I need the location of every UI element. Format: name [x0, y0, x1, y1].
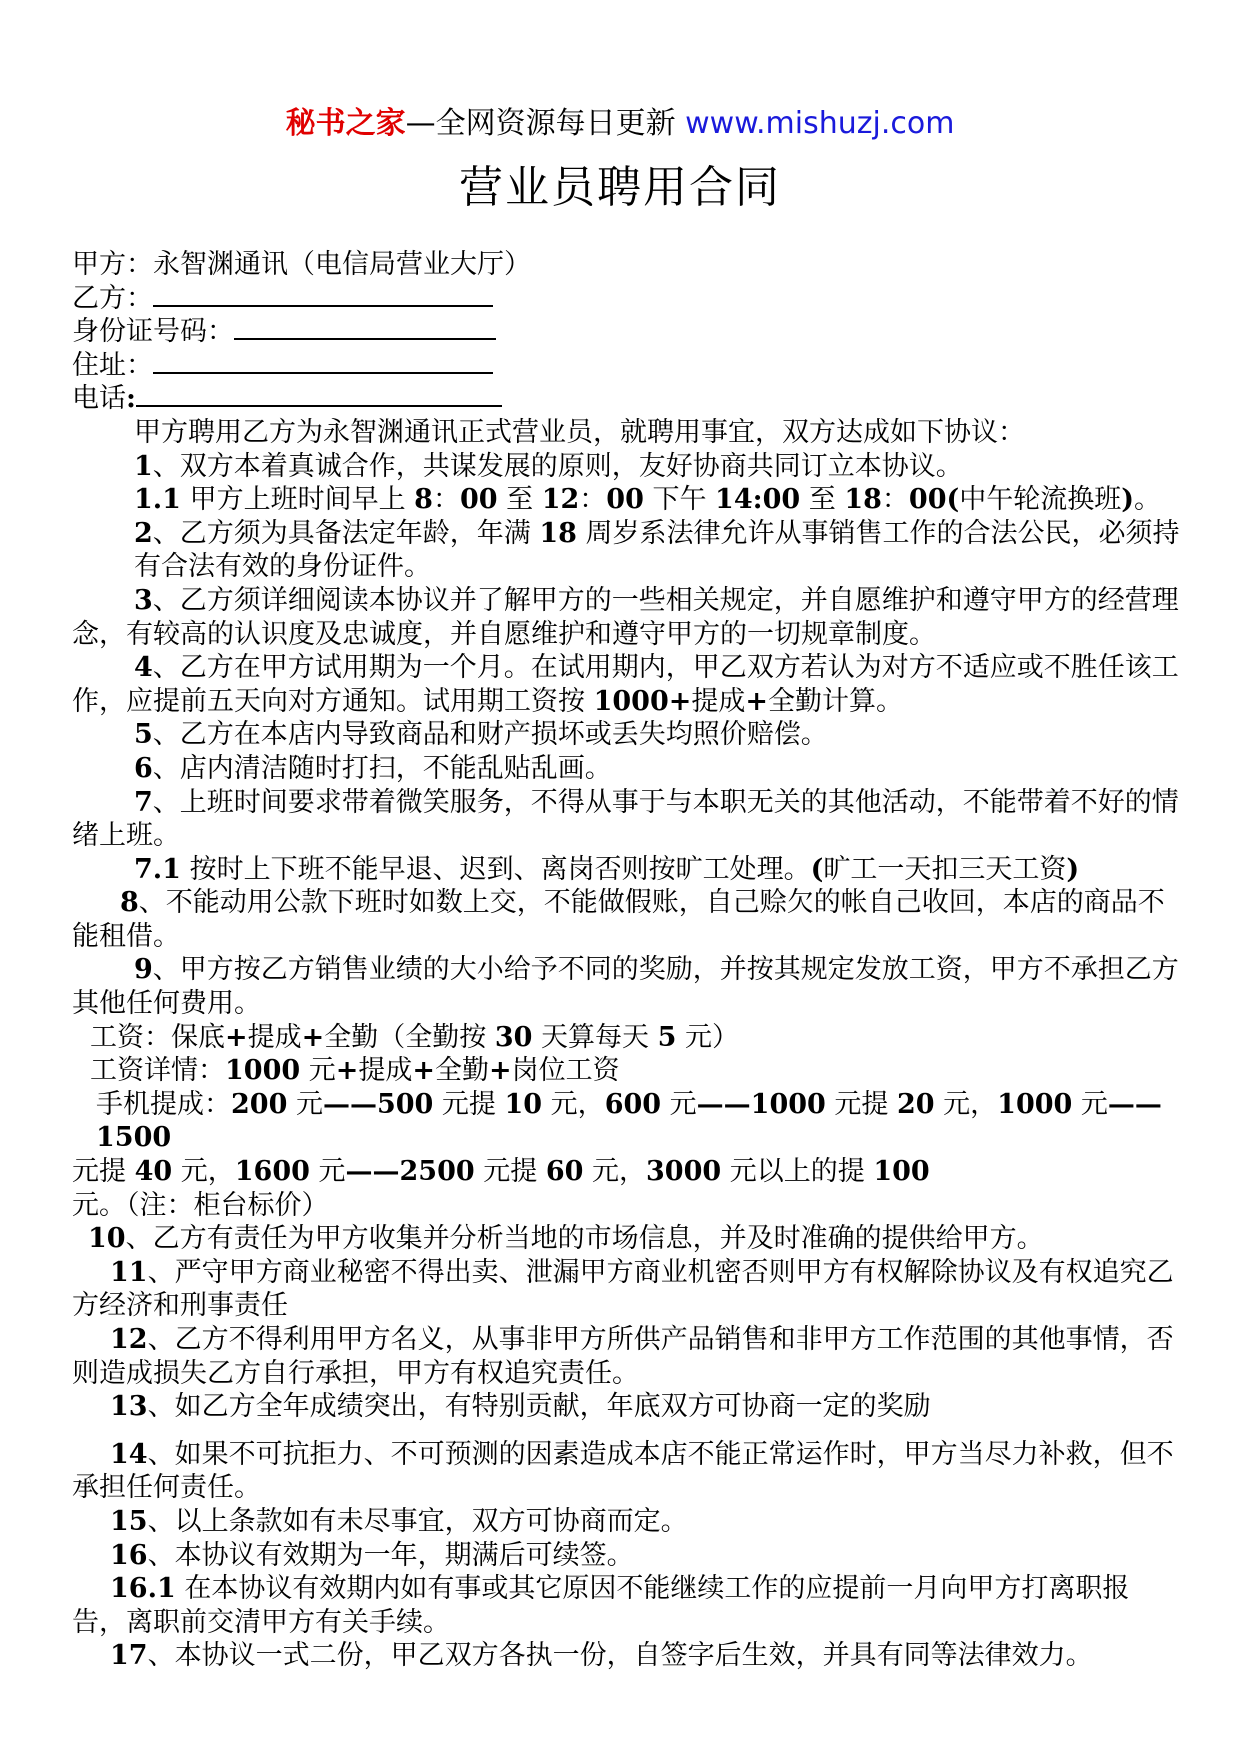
clause-7	[72, 786, 1182, 853]
clause-1-1	[72, 483, 1182, 517]
text-run: ——500	[322, 1088, 434, 1120]
commission-line	[72, 1088, 1182, 1155]
phone-blank[interactable]	[136, 383, 502, 407]
id-number-blank[interactable]	[234, 316, 496, 340]
clause-number: 16.1	[110, 1573, 176, 1605]
clause-number: 5	[134, 719, 153, 751]
party-b-label: 乙方：	[72, 282, 153, 314]
clause-13	[72, 1390, 1182, 1424]
text-run: 1000	[997, 1088, 1073, 1120]
text-run: 元）	[676, 1021, 739, 1053]
text-run: 天算每天	[532, 1021, 658, 1053]
clause-text: 、不能动用公款下班时如数上交，不能做假账，自己赊欠的帐自己收回，本店的商品不能租借。	[72, 887, 1165, 952]
clause-text: 、如果不可抗拒力、不可预测的因素造成本店不能正常运作时，甲方当尽力补救，但不承担任何责任。	[72, 1438, 1174, 1504]
text-run: 1000+	[593, 685, 692, 717]
text-run: 20	[896, 1088, 935, 1120]
text-run: 按时上下班不能早退、迟到、离岗否则按旷工处理。	[180, 853, 811, 885]
text-run: ——2500	[345, 1156, 475, 1188]
clause-5	[72, 718, 1182, 752]
text-run: 至	[497, 484, 542, 516]
clause-text: 、上班时间要求带着微笑服务，不得从事于与本职无关的其他活动，不能带着不好的情绪上班。	[72, 786, 1179, 852]
clause-7-1	[72, 853, 1182, 887]
text-run: 1.1	[134, 484, 181, 516]
text-run: 14:00	[715, 484, 801, 516]
clause-11	[72, 1256, 1182, 1323]
text-run: 元，	[172, 1156, 235, 1188]
commission-line-cont	[72, 1155, 1182, 1222]
text-run: 甲方上班时间早上	[180, 484, 415, 516]
text-run: +	[225, 1021, 248, 1053]
text-run: 提成	[358, 1055, 413, 1087]
clause-number: 9	[134, 954, 153, 986]
text-run: 周岁系法律允许从事销售工作的合法公民，必须持有合法有效的身份证件。	[134, 517, 1180, 583]
clause-14	[72, 1438, 1182, 1505]
paragraph-gap	[72, 1424, 1182, 1438]
clause-17	[72, 1639, 1182, 1673]
text-run: 元	[309, 1156, 346, 1188]
text-run: 提成	[247, 1021, 302, 1053]
text-run: 元提	[474, 1156, 546, 1188]
text-run: 元以上的提	[721, 1156, 874, 1188]
text-run: ——1000	[696, 1088, 826, 1120]
phone-label: 电话	[72, 383, 126, 415]
clause-10	[72, 1222, 1182, 1256]
clause-text: 、双方本着真诚合作，共谋发展的原则，友好协商共同订立本协议。	[152, 450, 963, 482]
clause-2	[72, 517, 1182, 584]
id-number-label: 身份证号码：	[72, 316, 234, 348]
text-run: ：	[579, 484, 607, 516]
party-a: 甲方：永智渊通讯（电信局营业大厅）	[72, 249, 531, 280]
text-run: 12	[541, 484, 580, 516]
text-run: 元	[661, 1088, 697, 1120]
text-run: +	[489, 1055, 512, 1087]
clause-text: 、以上条款如有未尽事宜，双方可协商而定。	[147, 1505, 688, 1537]
clause-16	[72, 1539, 1182, 1573]
clause-12	[72, 1323, 1182, 1390]
clause-number: 1	[134, 450, 153, 482]
text-run: 元	[287, 1088, 323, 1120]
text-run: 元提	[825, 1088, 897, 1120]
clause-6	[72, 752, 1182, 786]
clause-text: 、本协议有效期为一年，期满后可续签。	[147, 1539, 634, 1571]
clause-number: 15	[110, 1505, 148, 1537]
address-field	[72, 349, 1182, 383]
text-run: 00	[606, 484, 644, 516]
text-run: 元，	[934, 1088, 998, 1120]
text-run: +	[412, 1055, 435, 1087]
clause-text: 、甲方按乙方销售业绩的大小给予不同的奖励，并按其规定发放工资，甲方不承担乙方其他任何费用。	[72, 954, 1179, 1020]
clause-8	[72, 886, 1182, 953]
clause-15	[72, 1505, 1182, 1539]
site-url[interactable]: www.mishuzj.com	[685, 106, 955, 141]
clause-number: 17	[110, 1640, 148, 1672]
text-run: 1600	[234, 1156, 310, 1188]
clause-text: 、乙方有责任为甲方收集并分析当地的市场信息，并及时准确的提供给甲方。	[125, 1223, 1044, 1255]
text-run: (	[810, 853, 824, 885]
text-run: )	[1066, 853, 1080, 885]
text-run: 100	[873, 1156, 930, 1188]
clause-1	[72, 450, 1182, 484]
clause-text: 、严守甲方商业秘密不得出卖、泄漏甲方商业机密否则甲方有权解除协议及有权追究乙方经济和刑事责任	[72, 1256, 1174, 1322]
phone-field	[72, 382, 1182, 416]
text-run: 00(	[908, 484, 960, 516]
clause-16-1	[72, 1572, 1182, 1639]
text-run: +	[301, 1021, 325, 1053]
clause-number: 12	[110, 1324, 148, 1355]
clause-text: 、本协议一式二份，甲乙双方各执一份，自签字后生效，并具有同等法律效力。	[147, 1640, 1093, 1672]
text-run: 、乙方在甲方试用期为一个月。在试用期内，甲乙双方若认为对方不适应或不胜任该工作，应提前五天向对方通知。试用期工资按	[72, 652, 1179, 717]
text-run: 元。（注：柜台标价）	[72, 1189, 329, 1221]
intro-paragraph: 甲方聘用乙方为永智渊通讯正式营业员，就聘用事宜，双方达成如下协议：	[134, 416, 1025, 448]
text-run: 8	[414, 484, 433, 516]
text-run: 200	[231, 1088, 288, 1120]
text-run: 、乙方须为具备法定年龄，年满	[152, 517, 540, 549]
text-run: 元提	[433, 1088, 505, 1120]
text-run: 提成	[691, 685, 746, 717]
text-run: 下午	[643, 484, 716, 516]
clause-3	[72, 584, 1182, 651]
text-run: 00	[459, 484, 498, 516]
text-run: 全勤（全勤按	[324, 1021, 495, 1053]
phone-colon: :	[126, 383, 136, 415]
text-run: ：	[881, 484, 909, 516]
text-run: ：	[432, 484, 460, 516]
clause-number: 14	[110, 1438, 148, 1470]
text-run: )	[1121, 484, 1135, 516]
text-run: 18	[539, 517, 577, 549]
text-run: 手机提成：	[96, 1088, 231, 1120]
text-run: 30	[494, 1021, 533, 1053]
clause-text: 、如乙方全年成绩突出，有特别贡献，年底双方可协商一定的奖励	[147, 1391, 931, 1423]
salary-detail-line	[72, 1054, 1182, 1088]
text-run: 元	[300, 1055, 336, 1087]
banner-tagline: —全网资源每日更新	[405, 106, 676, 141]
text-run: 18	[844, 484, 882, 516]
clause-number: 6	[134, 752, 153, 784]
text-run: 工资：保底	[90, 1021, 225, 1053]
clause-text: 、乙方在本店内导致商品和财产损坏或丢失均照价赔偿。	[152, 719, 828, 751]
contract-body	[72, 248, 1182, 1673]
text-run: 元提	[72, 1156, 135, 1188]
text-run: ——1500	[96, 1088, 1162, 1154]
text-run: 全勤	[435, 1055, 489, 1087]
text-run: 600	[604, 1088, 662, 1120]
clause-number: 16	[110, 1539, 148, 1571]
text-run: 至	[800, 484, 845, 516]
id-number-field	[72, 315, 1182, 349]
text-run: 工资详情：	[90, 1055, 225, 1087]
text-run: 。	[1134, 484, 1162, 516]
clause-number: 3	[134, 584, 153, 616]
party-b-blank[interactable]	[153, 283, 493, 307]
clause-text: 在本协议有效期内如有事或其它原因不能继续工作的应提前一月向甲方打离职报告，离职前交清甲方有关手续。	[72, 1573, 1130, 1638]
salary-line	[72, 1021, 1182, 1055]
clause-number: 8	[120, 887, 139, 919]
text-run: 全勤计算。	[768, 685, 903, 717]
party-b-field	[72, 282, 1182, 316]
clause-text: 、店内清洁随时打扫，不能乱贴乱画。	[152, 752, 612, 784]
text-run: 元，	[542, 1088, 605, 1120]
clause-9	[72, 953, 1182, 1020]
document-title: 营业员聘用合同	[459, 162, 781, 213]
text-run: +	[335, 1055, 359, 1087]
text-run: +	[745, 685, 768, 717]
text-run: 60	[545, 1156, 584, 1188]
site-banner	[0, 104, 1240, 144]
text-run: 10	[504, 1088, 543, 1120]
clause-text: 、乙方不得利用甲方名义，从事非甲方所供产品销售和非甲方工作范围的其他事情，否则造成损失乙方自行承担，甲方有权追究责任。	[72, 1324, 1174, 1389]
clause-number: 7	[134, 786, 153, 818]
address-blank[interactable]	[153, 350, 493, 374]
text-run: 2	[134, 517, 153, 549]
text-run: 4	[134, 652, 153, 684]
text-run: 元	[1072, 1088, 1108, 1120]
clause-number: 10	[88, 1223, 126, 1255]
text-run: 40	[134, 1156, 173, 1188]
text-run: 5	[657, 1021, 677, 1053]
clause-text: 、乙方须详细阅读本协议并了解甲方的一些相关规定，并自愿维护和遵守甲方的经营理念，有较高的认识度及忠诚度，并自愿维护和遵守甲方的一切规章制度。	[72, 584, 1179, 650]
brand-name: 秘书之家	[285, 106, 406, 141]
text-run: 旷工一天扣三天工资	[823, 853, 1067, 885]
clause-4	[72, 651, 1182, 718]
address-label: 住址：	[72, 349, 153, 381]
text-run: 中午轮流换班	[959, 484, 1122, 516]
clause-number: 13	[110, 1391, 148, 1423]
text-run: 7.1	[134, 853, 181, 885]
text-run: 岗位工资	[511, 1055, 620, 1087]
text-run: 3000	[646, 1156, 722, 1188]
text-run: 1000	[225, 1055, 301, 1087]
clause-number: 11	[110, 1256, 148, 1288]
text-run: 元，	[583, 1156, 647, 1188]
